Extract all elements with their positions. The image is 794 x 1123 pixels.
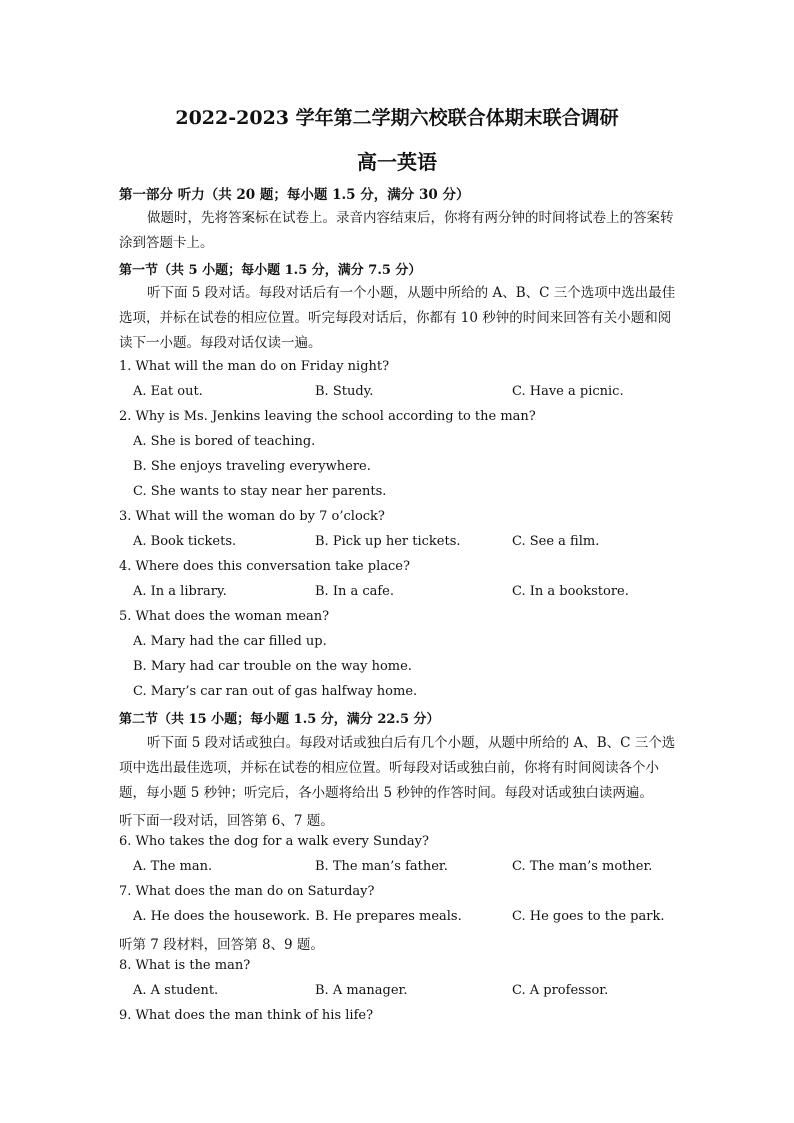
q6-option-b: B. The man’s father. bbox=[315, 859, 448, 874]
q7-option-b: B. He prepares meals. bbox=[315, 909, 462, 924]
question-4: 4. Where does this conversation take place? bbox=[119, 559, 410, 574]
q5-option-a: A. Mary had the car filled up. bbox=[133, 634, 327, 649]
q8-option-c: C. A professor. bbox=[512, 983, 609, 998]
q3-option-b: B. Pick up her tickets. bbox=[315, 534, 461, 549]
exam-subtitle: 高一英语 bbox=[357, 150, 437, 174]
question-8: 8. What is the man? bbox=[119, 958, 251, 973]
section2-note-q6-7: 听下面一段对话，回答第 6、7 题。 bbox=[119, 813, 334, 829]
q6-option-c: C. The man’s mother. bbox=[512, 859, 653, 874]
q2-option-a: A. She is bored of teaching. bbox=[133, 434, 316, 449]
question-9: 9. What does the man think of his life? bbox=[119, 1008, 374, 1023]
q7-option-c: C. He goes to the park. bbox=[512, 909, 665, 924]
q3-option-c: C. See a film. bbox=[512, 534, 600, 549]
q8-option-b: B. A manager. bbox=[315, 983, 408, 998]
question-5: 5. What does the woman mean? bbox=[119, 609, 330, 624]
q5-option-b: B. Mary had car trouble on the way home. bbox=[133, 659, 412, 674]
q4-option-a: A. In a library. bbox=[133, 584, 227, 599]
section2-heading: 第二节（共 15 小题；每小题 1.5 分，满分 22.5 分） bbox=[119, 712, 440, 727]
part1-instructions: 做题时，先将答案标在试卷上。录音内容结束后，你将有两分钟的时间将试卷上的答案转涂到答题卡上。 bbox=[119, 210, 674, 251]
exam-title: 2022-2023 学年第二学期六校联合体期末联合调研 bbox=[175, 107, 619, 129]
question-6: 6. Who takes the dog for a walk every Sunday? bbox=[119, 834, 429, 849]
q1-option-a: A. Eat out. bbox=[133, 384, 203, 399]
question-2: 2. Why is Ms. Jenkins leaving the school according to the man? bbox=[119, 409, 536, 424]
question-1: 1. What will the man do on Friday night? bbox=[119, 359, 390, 374]
section1-heading: 第一节（共 5 小题；每小题 1.5 分，满分 7.5 分） bbox=[119, 263, 422, 278]
q7-option-a: A. He does the housework. bbox=[133, 909, 310, 924]
section2-instructions: 听下面 5 段对话或独白。每段对话或独白后有几个小题，从题中所给的 A、B、C 三个选项中选出最佳选项，并标在试卷的相应位置。听每段对话或独白前，你将有时间阅读各个小题，每小题 5 秒钟；听完后，各小题将给出 5 秒钟的作答时间。每段对话或独白读两遍。 bbox=[119, 735, 676, 801]
q4-option-b: B. In a cafe. bbox=[315, 584, 395, 599]
q1-option-c: C. Have a picnic. bbox=[512, 384, 624, 399]
q6-option-a: A. The man. bbox=[133, 859, 213, 874]
q1-option-b: B. Study. bbox=[315, 384, 374, 399]
q2-option-c: C. She wants to stay near her parents. bbox=[133, 484, 387, 499]
q4-option-c: C. In a bookstore. bbox=[512, 584, 629, 599]
q8-option-a: A. A student. bbox=[133, 983, 219, 998]
question-3: 3. What will the woman do by 7 o’clock? bbox=[119, 509, 385, 524]
q3-option-a: A. Book tickets. bbox=[133, 534, 237, 549]
part1-heading: 第一部分 听力（共 20 题；每小题 1.5 分，满分 30 分） bbox=[119, 187, 470, 203]
section2-note-q8-9: 听第 7 段材料，回答第 8、9 题。 bbox=[119, 937, 324, 953]
q2-option-b: B. She enjoys traveling everywhere. bbox=[133, 459, 371, 474]
q5-option-c: C. Mary’s car ran out of gas halfway home. bbox=[133, 684, 418, 699]
section1-instructions: 听下面 5 段对话。每段对话后有一个小题，从题中所给的 A、B、C 三个选项中选出最佳选项，并标在试卷的相应位置。听完每段对话后，你都有 10 秒钟的时间来回答有关小题和阅读下一小题。每段对话仅读一遍。 bbox=[119, 285, 676, 351]
question-7: 7. What does the man do on Saturday? bbox=[119, 884, 375, 899]
